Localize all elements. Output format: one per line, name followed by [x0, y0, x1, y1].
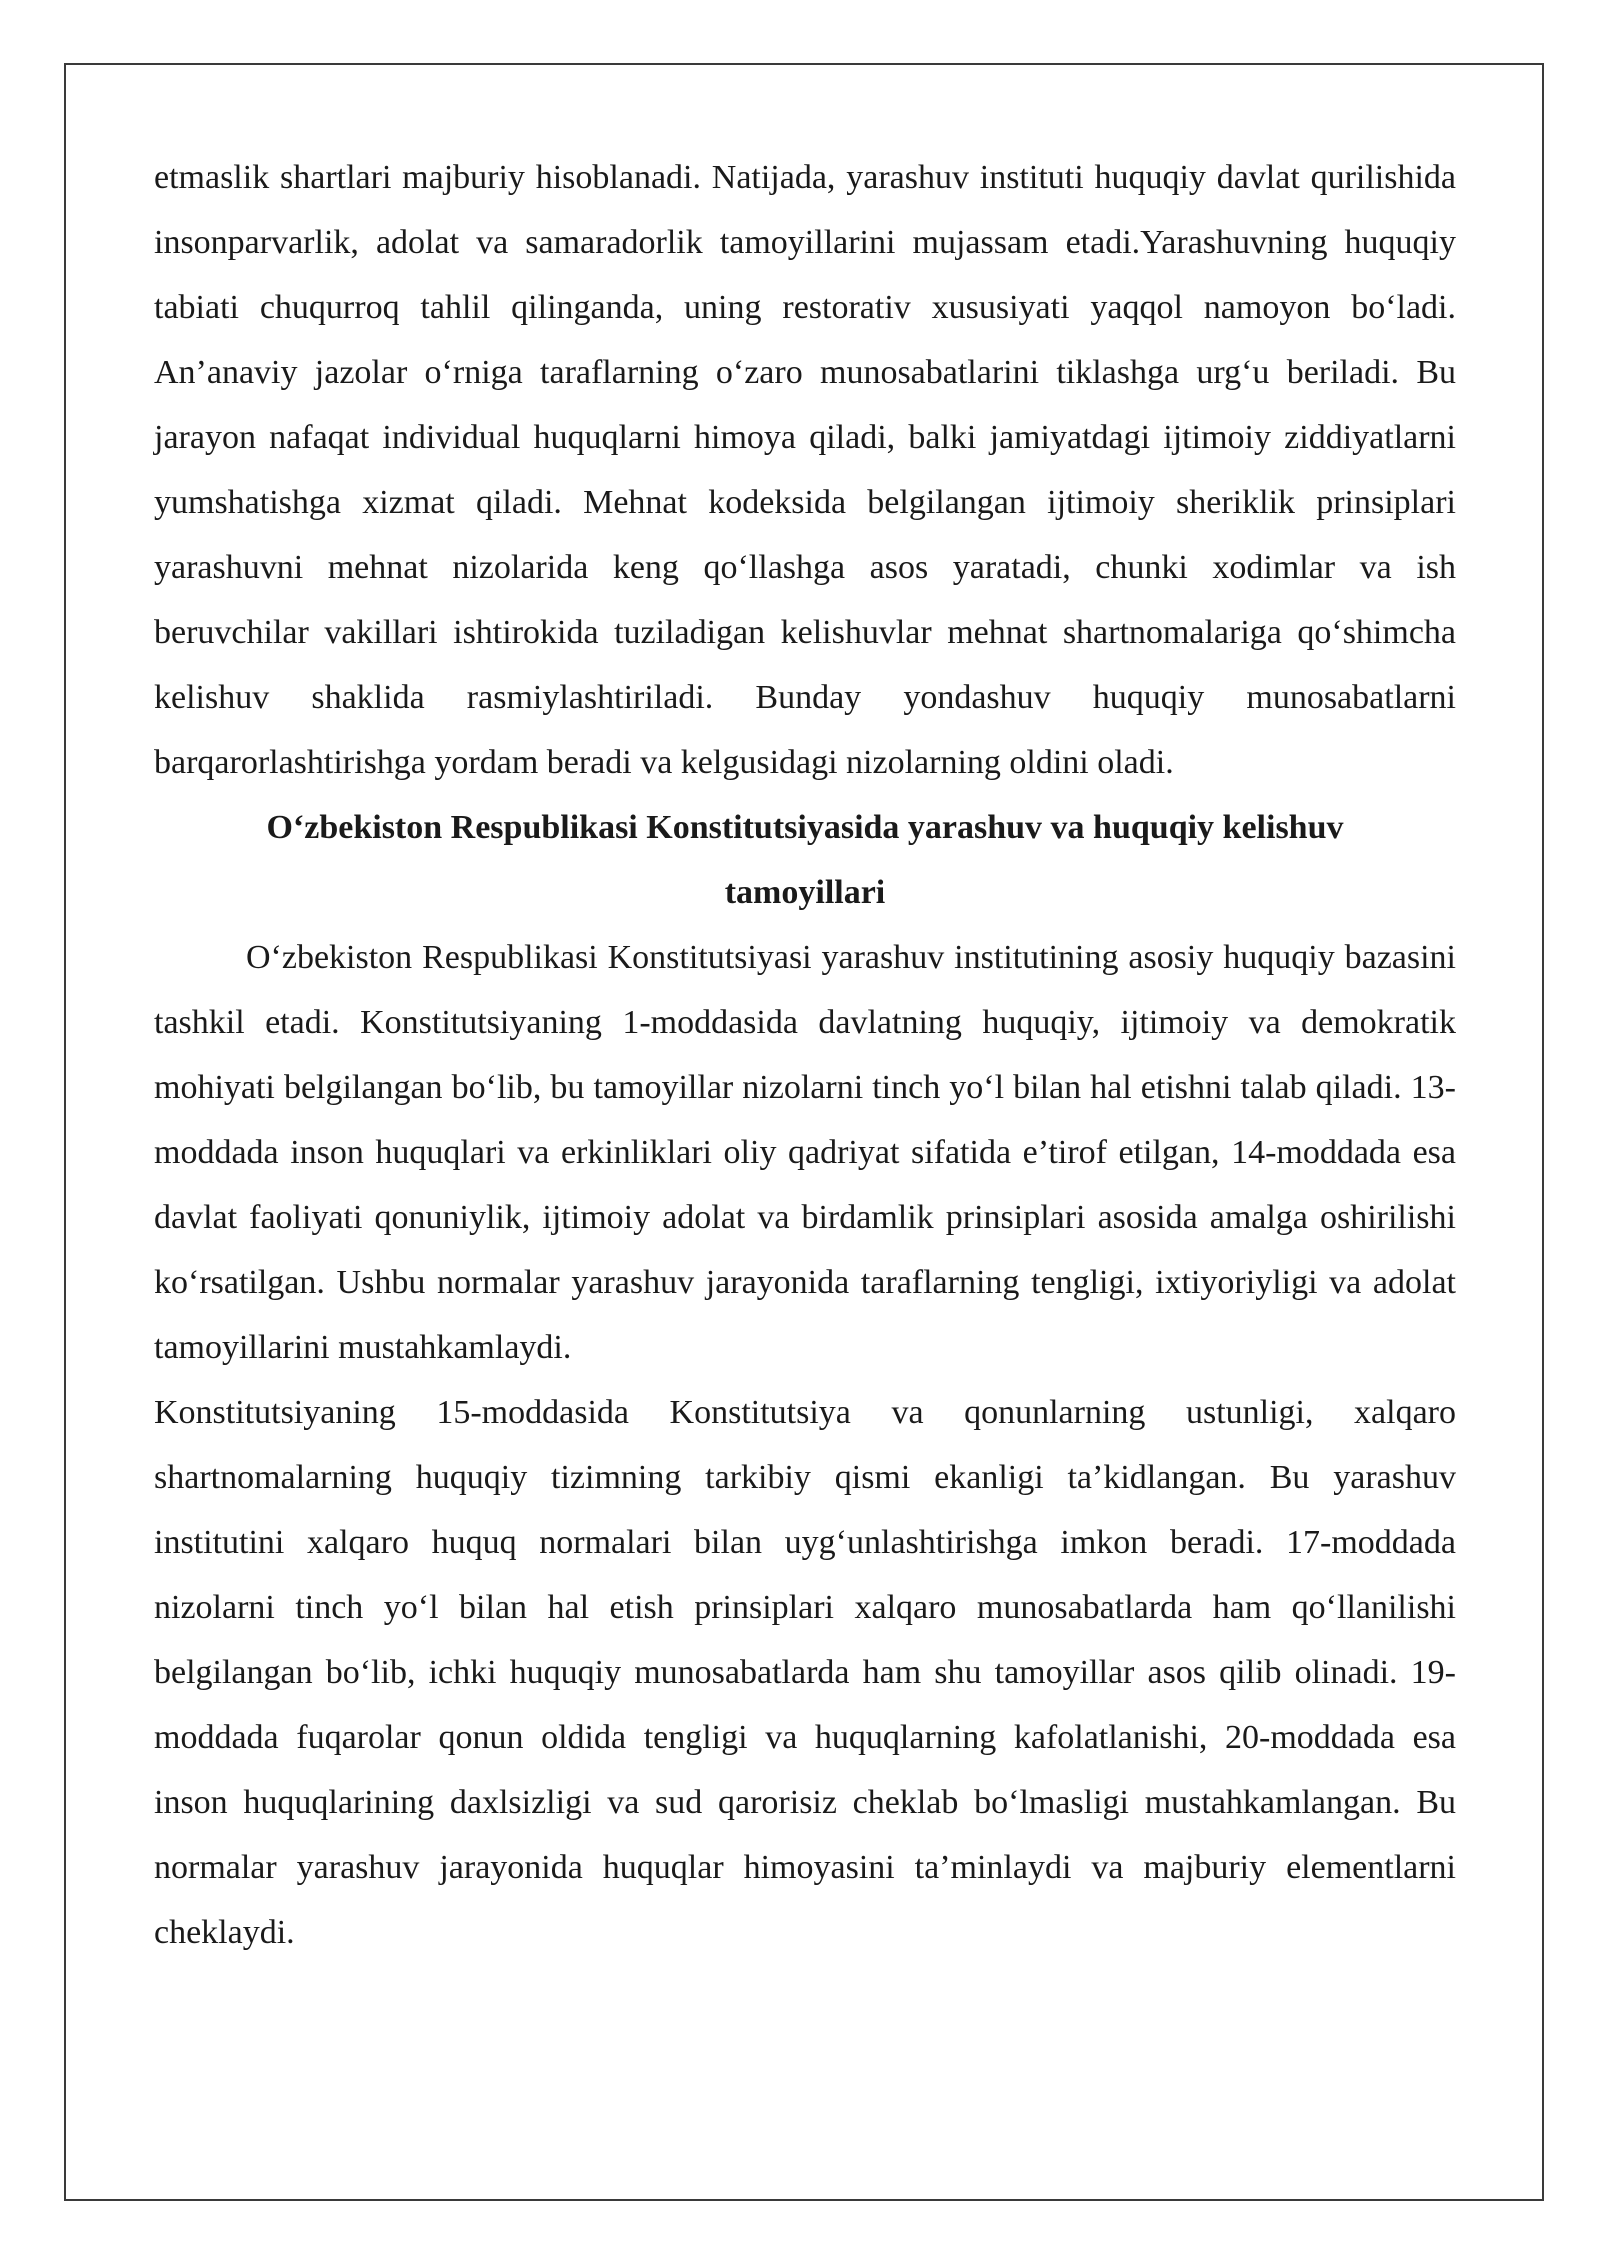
section-heading: O‘zbekiston Respublikasi Konstitutsiyasida yarashuv va huquqiy kelishuv tamoyillari — [266, 809, 1344, 911]
document-body — [154, 145, 1456, 1965]
paragraph-continuation: etmaslik shartlari majburiy hisoblanadi. Natijada, yarashuv instituti huquqiy davlat qurilishida insonparvarlik, adolat va samaradorlik tamoyillarini mujassam etadi.Yarashuvning huquqiy tabiati chuqurroq tahlil qilinganda, uning restorativ xususiyati yaqqol namoyon bo‘ladi. An’anaviy jazolar o‘rniga taraflarning o‘zaro munosabatlarini tiklashga urg‘u beriladi. Bu jarayon nafaqat individual huquqlarni himoya qiladi, balki jamiyatdagi ijtimoiy ziddiyatlarni yumshatishga xizmat qiladi. Mehnat kodeksida belgilangan ijtimoiy sheriklik prinsiplari yarashuvni mehnat nizolarida keng qo‘llashga asos yaratadi, chunki xodimlar va ish beruvchilar vakillari ishtirokida tuziladigan kelishuvlar mehnat shartnomalariga qo‘shimcha kelishuv shaklida rasmiylashtiriladi. Bunday yondashuv huquqiy munosabatlarni barqarorlashtirishga yordam beradi va kelgusidagi nizolarning oldini oladi. — [154, 159, 1456, 781]
paragraph-constitution-basis: O‘zbekiston Respublikasi Konstitutsiyasi yarashuv institutining asosiy huquqiy bazasini tashkil etadi. Konstitutsiyaning 1-moddasida davlatning huquqiy, ijtimoiy va demokratik mohiyati belgilangan bo‘lib, bu tamoyillar nizolarni tinch yo‘l bilan hal etishni talab qiladi. 13-moddada inson huquqlari va erkinliklari oliy qadriyat sifatida e’tirof etilgan, 14-moddada esa davlat faoliyati qonuniylik, ijtimoiy adolat va birdamlik prinsiplari asosida amalga oshirilishi ko‘rsatilgan. Ushbu normalar yarashuv jarayonida taraflarning tengligi, ixtiyoriyligi va adolat tamoyillarini mustahkamlaydi. — [154, 939, 1456, 1366]
paragraph-constitution-articles: Konstitutsiyaning 15-moddasida Konstitutsiya va qonunlarning ustunligi, xalqaro shartnomalarning huquqiy tizimning tarkibiy qismi ekanligi ta’kidlangan. Bu yarashuv institutini xalqaro huquq normalari bilan uyg‘unlashtirishga imkon beradi. 17-moddada nizolarni tinch yo‘l bilan hal etish prinsiplari xalqaro munosabatlarda ham qo‘llanilishi belgilangan bo‘lib, ichki huquqiy munosabatlarda ham shu tamoyillar asos qilib olinadi. 19-moddada fuqarolar qonun oldida tengligi va huquqlarning kafolatlanishi, 20-moddada esa inson huquqlarining daxlsizligi va sud qarorisiz cheklab bo‘lmasligi mustahkamlangan. Bu normalar yarashuv jarayonida huquqlar himoyasini ta’minlaydi va majburiy elementlarni cheklaydi. — [154, 1394, 1456, 1951]
